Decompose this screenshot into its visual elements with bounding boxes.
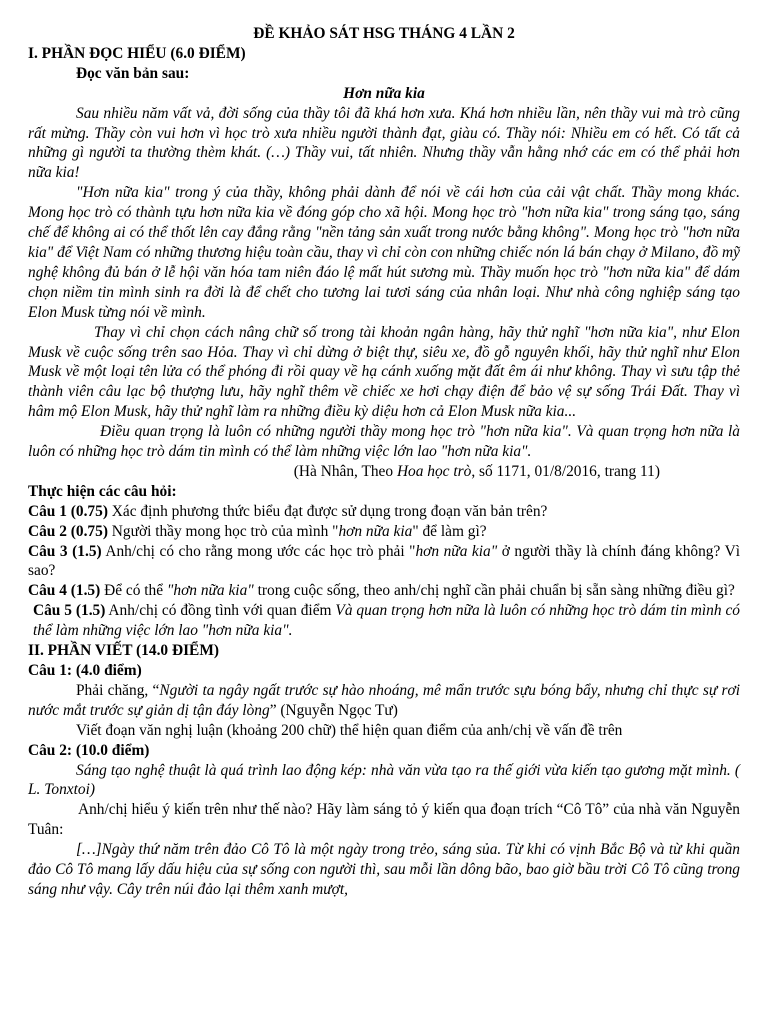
part1-heading: I. PHẦN ĐỌC HIỂU (6.0 ĐIỂM) — [28, 44, 246, 62]
question-4 — [28, 581, 740, 601]
exam-page — [28, 24, 740, 900]
question-4-text-c: trong cuộc sống, theo anh/chị nghĩ cần phải chuẩn bị sẵn sàng những điều gì? — [253, 582, 735, 600]
question-3-text-b: hơn nữa kia" — [415, 542, 498, 560]
question-1-label: Câu 1 (0.75) — [28, 502, 108, 520]
writing-question-2-task: Anh/chị hiểu ý kiến trên như thế nào? Hãy làm sáng tỏ ý kiến qua đoạn trích “Cô Tô” của nhà văn Nguyễn Tuân: — [28, 801, 740, 839]
passage-paragraph-1: Sau nhiều năm vất vả, đời sống của thầy tôi đã khá hơn xưa. Khá hơn nhiều lần, nên thầy vui mà trò cũng rất mừng. Thầy còn vui hơn vì học trò xưa nhiều người thành đạt, giàu có. Thầy nói: Nhiều em có hết. Có tất cả những gì người ta thường thèm khát. (…) Thầy vui, tất nhiên. Nhưng thầy vẫn hằng nhớ các em có thể phải hơn nữa kia! — [28, 104, 740, 182]
writing-question-1-task: Viết đoạn văn nghị luận (khoảng 200 chữ) thể hiện quan điểm của anh/chị về vấn đề trên — [76, 721, 623, 739]
question-3 — [28, 542, 740, 582]
question-4-label: Câu 4 (1.5) — [28, 582, 101, 600]
question-1 — [28, 502, 740, 522]
exam-title: ĐỀ KHẢO SÁT HSG THÁNG 4 LẦN 2 — [253, 25, 515, 42]
question-2 — [28, 522, 740, 542]
q1-quote-suffix: ” (Nguyễn Ngọc Tư) — [269, 701, 398, 719]
writing-question-1-label: Câu 1: (4.0 điểm) — [28, 662, 142, 679]
question-1-text: Xác định phương thức biểu đạt được sử dụng trong đoạn văn bản trên? — [107, 502, 548, 520]
passage-paragraph-4: Điều quan trọng là luôn có những người thầy mong học trò "hơn nữa kia". Và quan trọng hơn nữa là luôn có những học trò dám tin mình có thể làm những việc lớn lao "hơn nữa kia". — [28, 423, 740, 461]
question-2-text-b: hơn nữa kia — [338, 522, 413, 540]
writing-question-2-quote: Sáng tạo nghệ thuật là quá trình lao động kép: nhà văn vừa tạo ra thế giới vừa kiến tạo gương mặt mình. ( L. Tonxtoi) — [28, 761, 740, 799]
source-prefix: (Hà Nhân, Theo — [293, 462, 397, 480]
question-5-label: Câu 5 (1.5) — [33, 602, 106, 620]
passage-paragraph-2: "Hơn nữa kia" trong ý của thầy, không phải dành để nói về cái hơn của cải vật chất. Thầy mong khác. Mong học trò có thành tựu hơn nữa kia về đóng góp cho xã hội. Mong học trò "hơn nữa kia" trong sáng tạo, sáng chế để không ai có thể thốt lên cay đắng rằng "nền tảng sản xuất trong nước bằng không". Mong học trò "hơn nữa kia" để Việt Nam có những thương hiệu toàn cầu, thay vì chỉ còn con những chiếc nón lá bán chạy ở Milano, đồ mỹ nghệ không đủ bán ở lễ hội văn hóa tam niên đáo lệ mất hút sương mù. Thầy muốn học trò "hơn nữa kia" để dám chọn niềm tin mình sinh ra đời là để chết cho tương lai tươi sáng của nhân loại. Như nhà công nghiệp sáng tạo Elon Musk từng nói về mình. — [28, 184, 740, 321]
source-suffix: , số 1171, 01/8/2016, trang 11) — [471, 462, 660, 480]
question-5-text-b: Và quan trọng hơn nữa là luôn có những học trò dám tin mình có thể làm những việc lớn lao "hơn nữa kia". — [33, 602, 741, 640]
q1-quote-text: Người ta ngây ngất trước sự hào nhoáng, mê mẩn trước sựu bóng bẩy, nhưng chỉ thực sự rơi nước mắt trước sự giản dị tận đáy lòng — [28, 681, 740, 719]
source-publication: Hoa học trò — [396, 462, 472, 480]
questions-heading: Thực hiện các câu hỏi: — [28, 482, 177, 500]
question-3-label: Câu 3 (1.5) — [28, 542, 102, 560]
part2-heading: II. PHẦN VIẾT (14.0 ĐIỂM) — [28, 642, 219, 660]
question-4-text-b: "hơn nữa kia" — [166, 582, 254, 600]
writing-question-1-quote — [28, 681, 740, 721]
writing-question-2-excerpt: […]Ngày thứ năm trên đảo Cô Tô là một ngày trong trẻo, sáng sủa. Từ khi có vịnh Bắc Bộ và từ khi quần đảo Cô Tô mang lấy dấu hiệu của sự sống con người thì, sau mỗi lần dông bão, bao giờ bầu trời Cô Tô cũng trong sáng như vậy. Cây trên núi đảo lại thêm xanh mượt, — [28, 841, 740, 898]
writing-question-2-label: Câu 2: (10.0 điểm) — [28, 741, 150, 759]
question-2-text-a: Người thầy mong học trò của mình " — [107, 522, 339, 540]
q1-quote-prefix: Phải chăng, “ — [76, 681, 160, 699]
question-5 — [28, 601, 740, 641]
question-3-text-c: ở người thầy là chính đáng không? Vì sao? — [28, 542, 740, 580]
text-title: Hơn nữa kia — [343, 84, 425, 102]
passage-source — [28, 462, 740, 482]
question-5-text-a: Anh/chị có đồng tình với quan điểm — [105, 602, 336, 620]
question-4-text-a: Để có thể — [100, 582, 167, 600]
question-3-text-a: Anh/chị có cho rằng mong ước các học trò phải " — [101, 542, 416, 560]
question-2-text-c: " để làm gì? — [412, 522, 487, 540]
passage-paragraph-3: Thay vì chỉ chọn cách nâng chữ số trong tài khoản ngân hàng, hãy thử nghĩ "hơn nữa kia", như Elon Musk về cuộc sống trên sao Hỏa. Thay vì chỉ dừng ở biệt thự, siêu xe, đồ gỗ nguyên khối, hãy thử nghĩ như Elon Musk về một loại tên lửa có thể phóng đi rồi quay về hạ cánh xuống mặt đất êm ái như không. Thay vì sưu tập thẻ thành viên câu lạc bộ thượng lưu, hãy nghĩ thêm về chiếc xe hơi chạy điện để bảo vệ sự sống Trái Đất. Thay vì hâm mộ Elon Musk, hãy thử nghĩ làm ra những điều kỳ diệu hơn cả Elon Musk nữa kia... — [28, 323, 740, 421]
reading-instruction: Đọc văn bản sau: — [76, 64, 190, 82]
question-2-label: Câu 2 (0.75) — [28, 522, 108, 540]
